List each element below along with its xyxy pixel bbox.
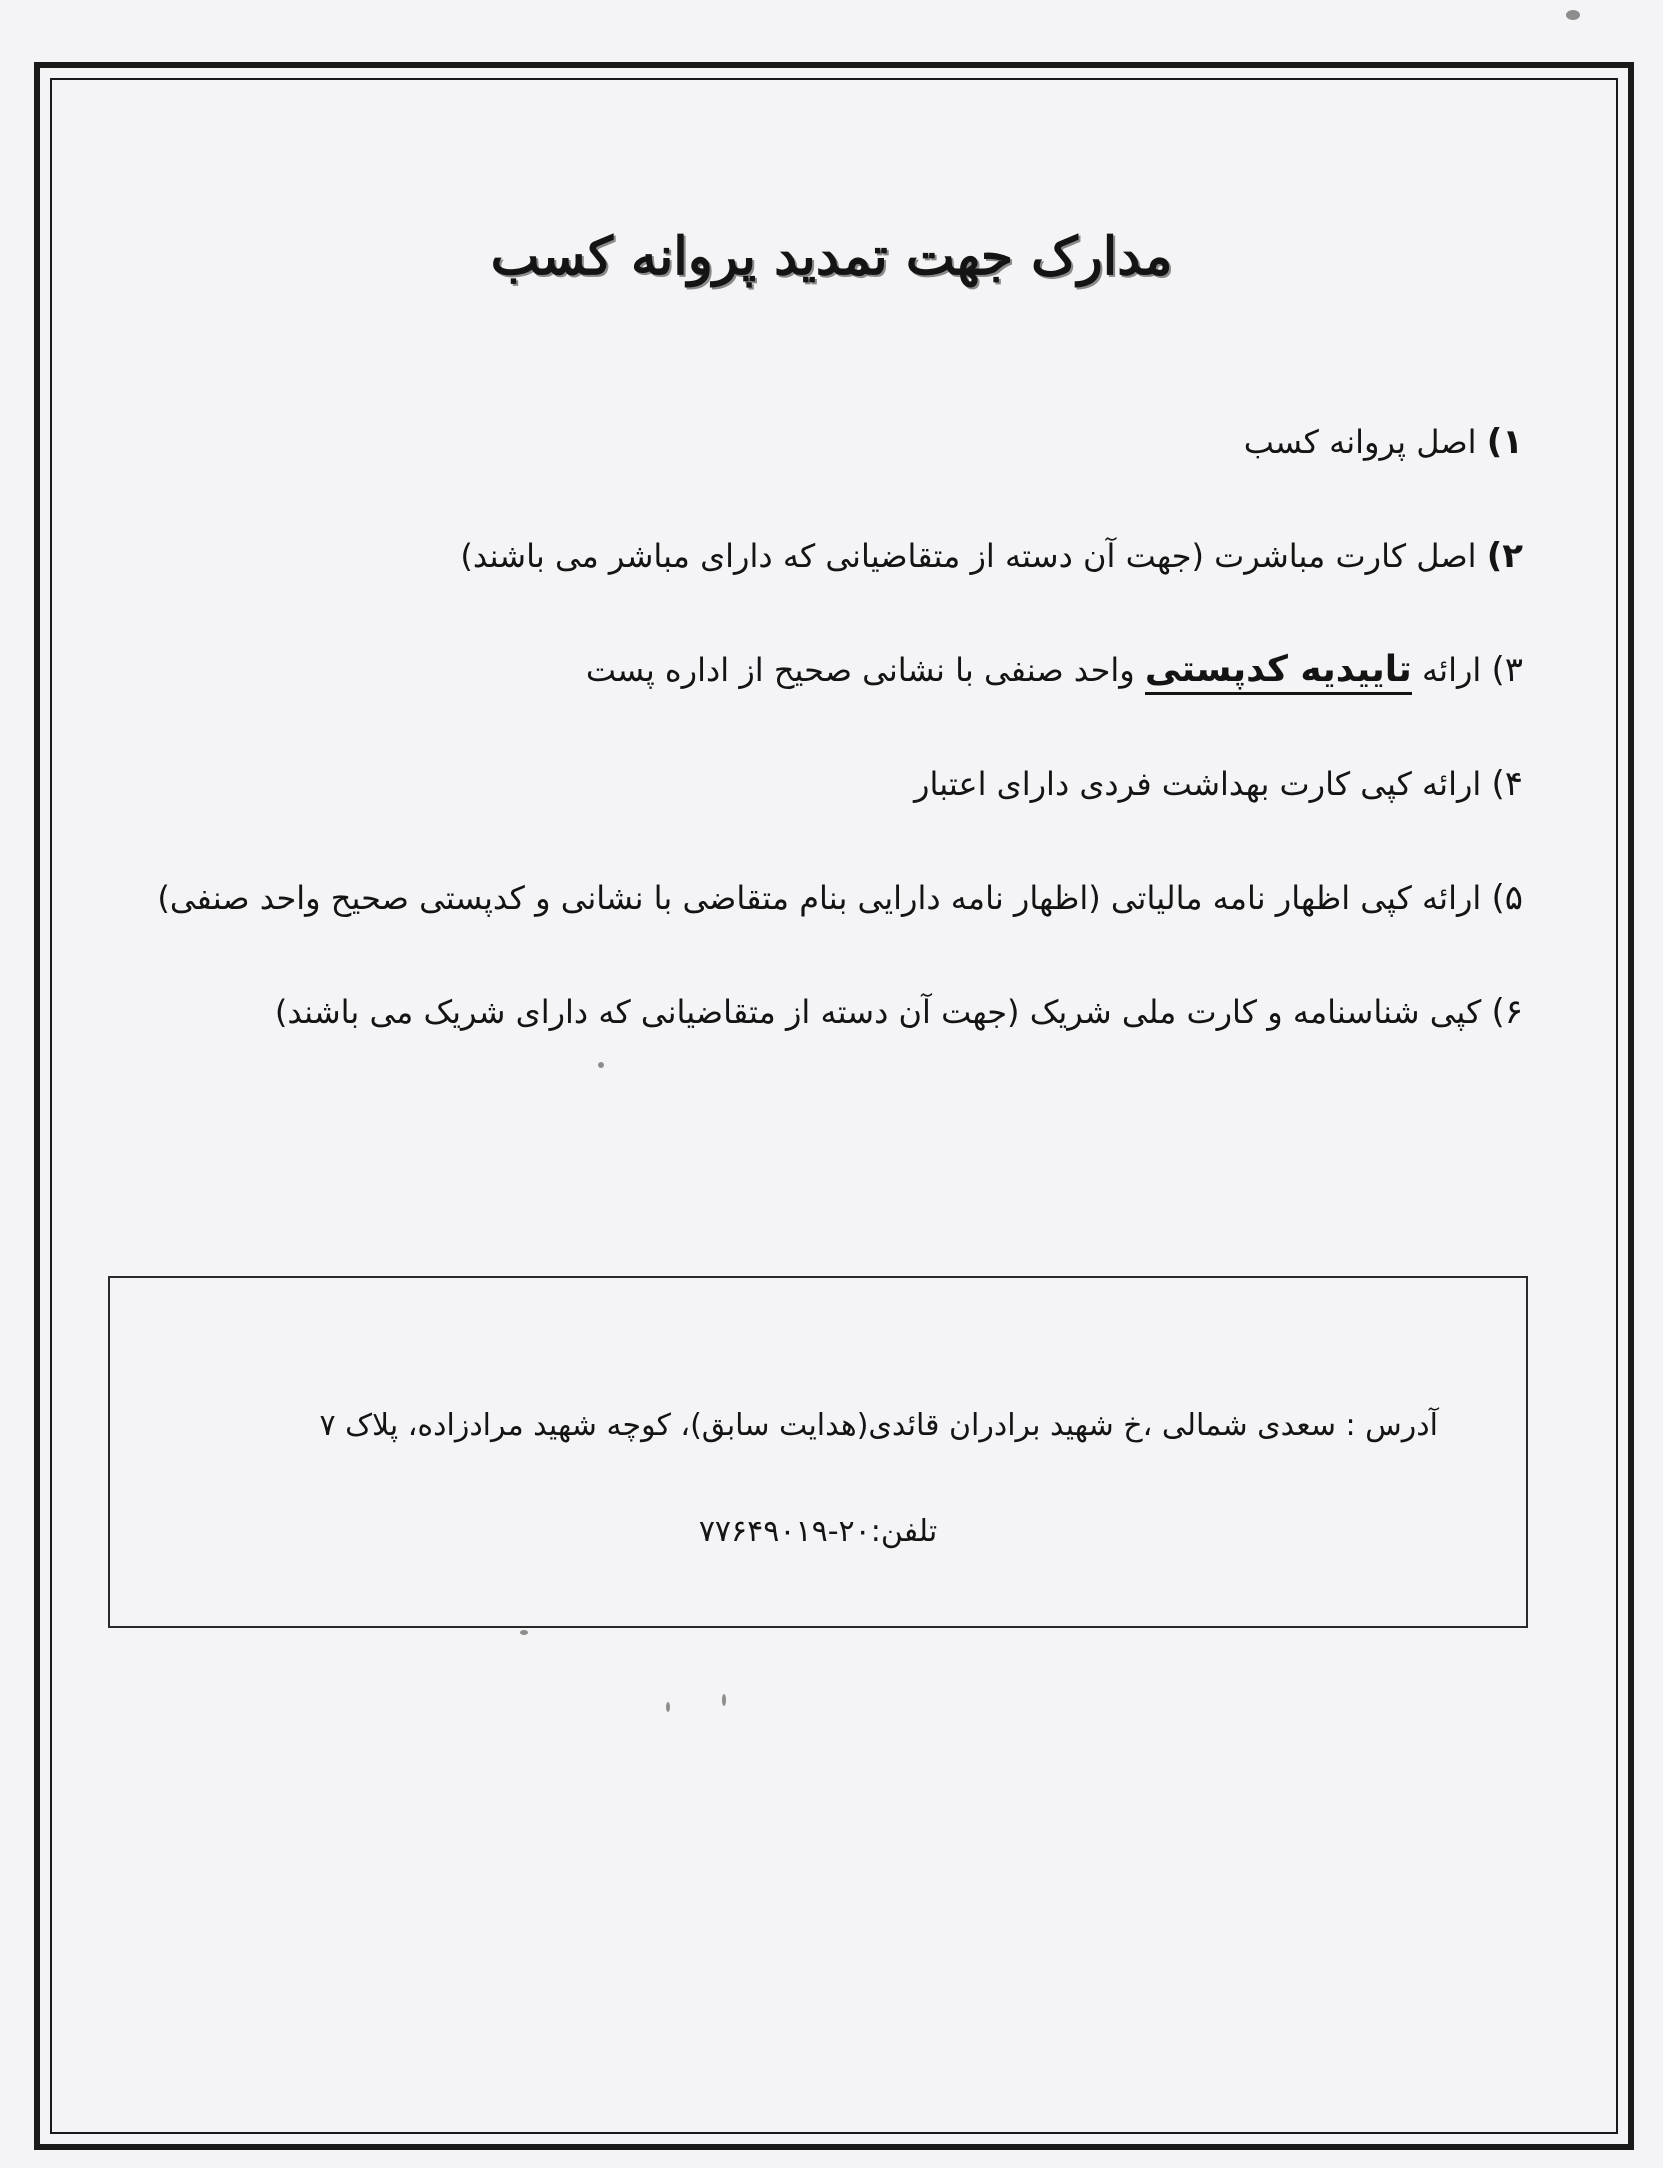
requirement-item-3	[150, 640, 1523, 754]
requirement-text: اصل کارت مباشرت (جهت آن دسته از متقاضیانی که دارای مباشر می باشند)	[460, 537, 1477, 575]
requirement-text: کپی شناسنامه و کارت ملی شریک (جهت آن دسته از متقاضیانی که دارای شریک می باشند)	[274, 993, 1482, 1031]
document-title: مدارک جهت تمدید پروانه کسب	[490, 226, 1173, 287]
page-frame-inner	[50, 78, 1618, 2134]
phone-text: تلفن:۲۰-۷۷۶۴۹۰۱۹	[698, 1514, 938, 1549]
requirement-text-suffix: واحد صنفی با نشانی صحیح از اداره پست	[585, 651, 1135, 689]
page-frame	[34, 62, 1634, 2150]
scan-speck	[666, 1702, 670, 1712]
scan-speck	[1566, 10, 1580, 20]
scan-speck	[722, 1694, 726, 1706]
requirement-item-6	[150, 982, 1523, 1096]
address-text: آدرس : سعدی شمالی ،خ شهید برادران قائدی(هدایت سابق)، کوچه شهید مرادزاده، پلاک ۷	[319, 1408, 1438, 1443]
contact-box	[108, 1276, 1528, 1628]
requirement-number: ۴)	[1491, 764, 1523, 804]
requirement-item-4	[150, 754, 1523, 868]
requirement-text: ارائه کپی اظهار نامه مالیاتی (اظهار نامه دارایی بنام متقاضی با نشانی و کدپستی صحیح واحد صنفی)	[157, 879, 1482, 917]
requirement-item-5	[150, 868, 1523, 982]
requirement-number: ۳)	[1491, 650, 1523, 690]
requirement-emphasis: تاییدیه کدپستی	[1145, 649, 1412, 695]
requirement-text: اصل پروانه کسب	[1243, 423, 1477, 461]
requirements-list	[150, 412, 1523, 1096]
scan-speck	[598, 1062, 604, 1068]
requirement-text-prefix: ارائه	[1422, 651, 1482, 689]
requirement-number: ۱)	[1486, 422, 1523, 462]
requirement-number: ۲)	[1486, 536, 1523, 576]
requirement-item-2	[150, 526, 1523, 640]
requirement-item-1	[150, 412, 1523, 526]
requirement-number: ۵)	[1491, 878, 1523, 918]
requirement-text: ارائه کپی کارت بهداشت فردی دارای اعتبار	[913, 765, 1482, 803]
scan-speck	[520, 1630, 528, 1635]
requirement-number: ۶)	[1491, 992, 1523, 1032]
